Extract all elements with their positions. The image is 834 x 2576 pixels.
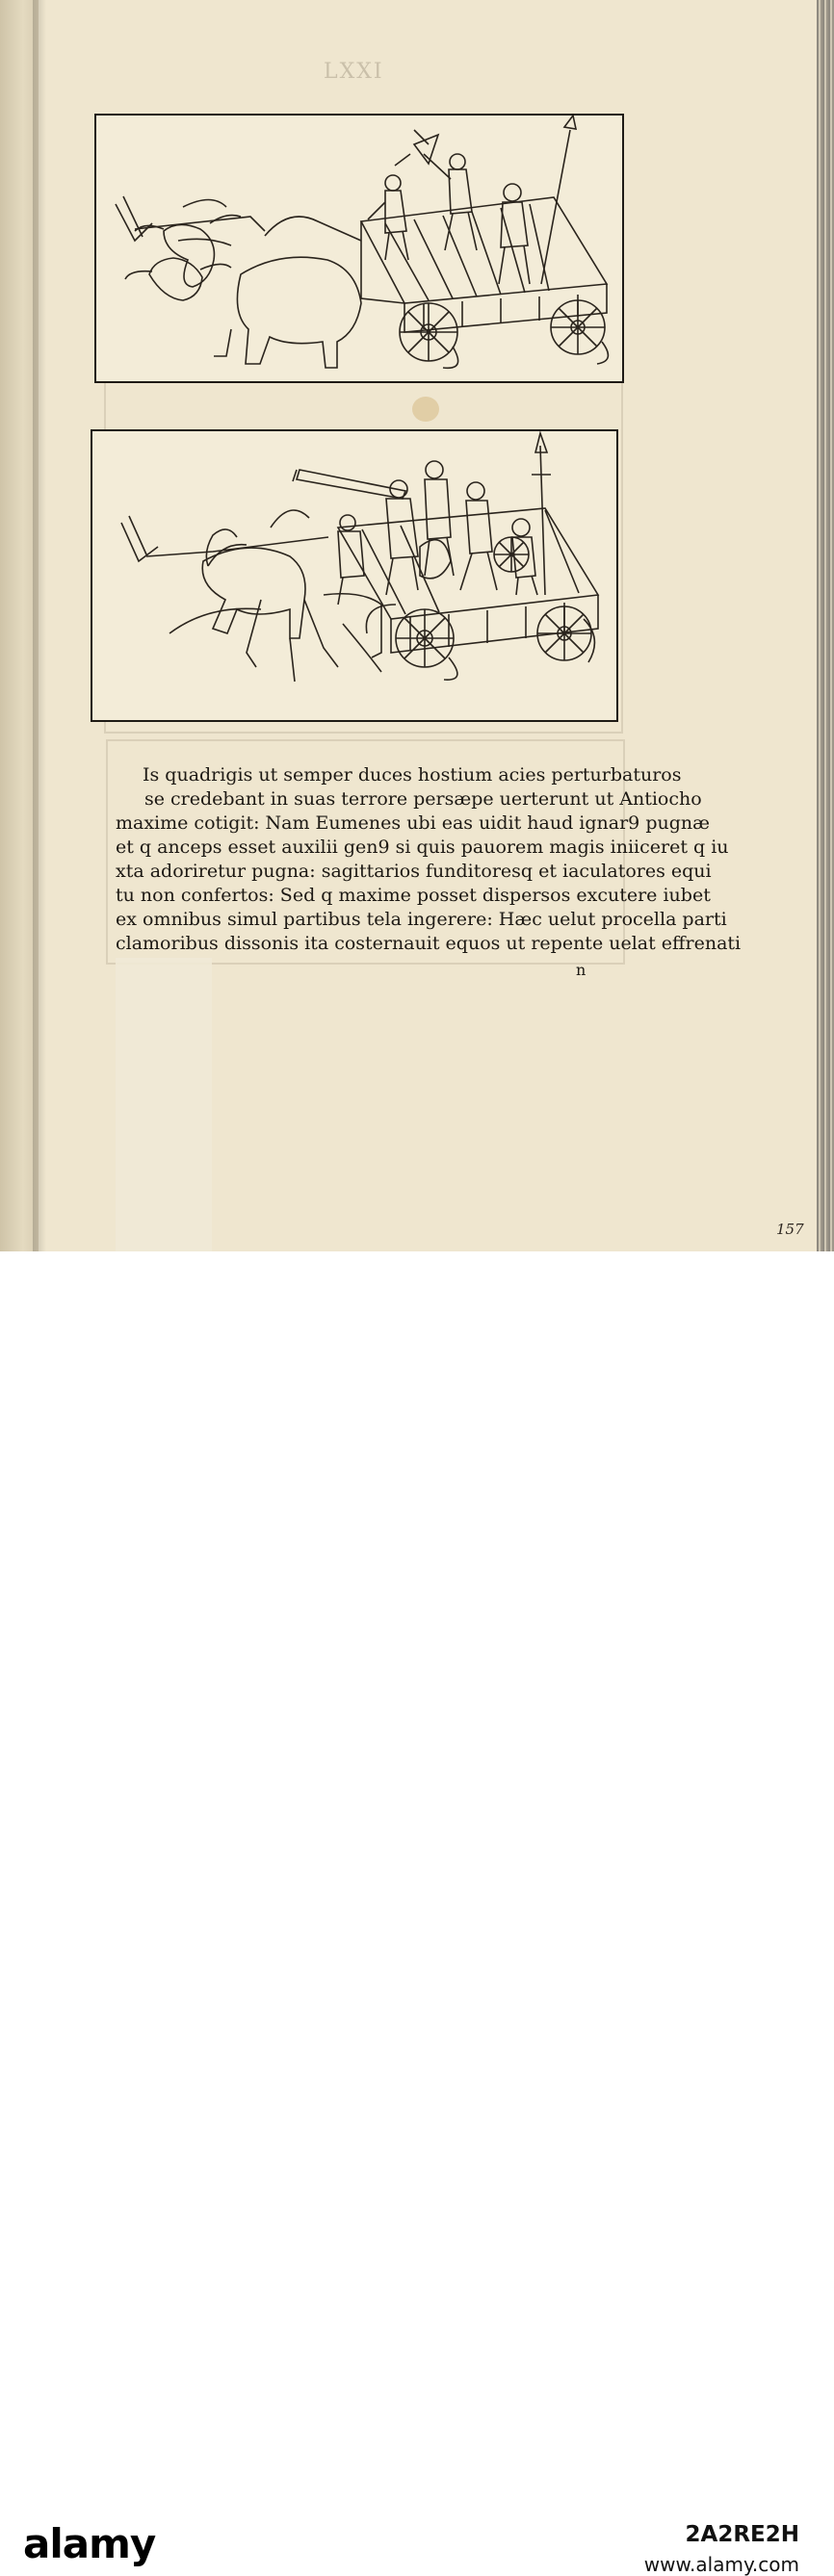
text-line-5: xta adoriretur pugna: sagittarios funditoresq et iaculatores equi [116, 861, 712, 882]
text-line-2: se credebant in suas terrore persæpe uerterunt ut Antiocho [144, 788, 702, 810]
page-gutter-shadow [33, 0, 46, 1251]
stock-footer [0, 1251, 834, 2576]
text-line-3: maxime cotigit: Nam Eumenes ubi eas uidit haud ignar9 pugnæ [116, 812, 710, 834]
page-stack-edge [817, 0, 834, 1251]
running-head: LXXI [324, 60, 384, 84]
site-url: www.alamy.com [643, 2553, 799, 2576]
paper-stain [116, 958, 212, 1251]
text-line-6: tu non confertos: Sed q maxime posset dispersos excutere iubet [116, 885, 711, 906]
woodcut-ox-chariot [94, 114, 624, 383]
ox-chariot-illustration [96, 116, 622, 381]
woodcut-horse-chariot [91, 429, 618, 722]
text-line-4: et q anceps esset auxilii gen9 si quis pauorem magis iniiceret q iu [116, 837, 729, 858]
text-line-7: ex omnibus simul partibus tela ingerere: Hæc uelut procella parti [116, 909, 727, 930]
foxing-stain [412, 397, 439, 422]
image-code: 2A2RE2H [685, 2522, 799, 2547]
horse-chariot-illustration [92, 431, 616, 720]
alamy-logo: alamy [23, 2520, 156, 2567]
text-line-1: Is quadrigis ut semper duces hostium acies perturbaturos [143, 764, 682, 786]
folio-number: 157 [776, 1221, 804, 1238]
text-line-8: clamoribus dissonis ita costernauit equos ut repente uelat effrenati [116, 933, 742, 954]
signature-mark: n [576, 961, 586, 979]
book-scan [0, 0, 834, 1251]
